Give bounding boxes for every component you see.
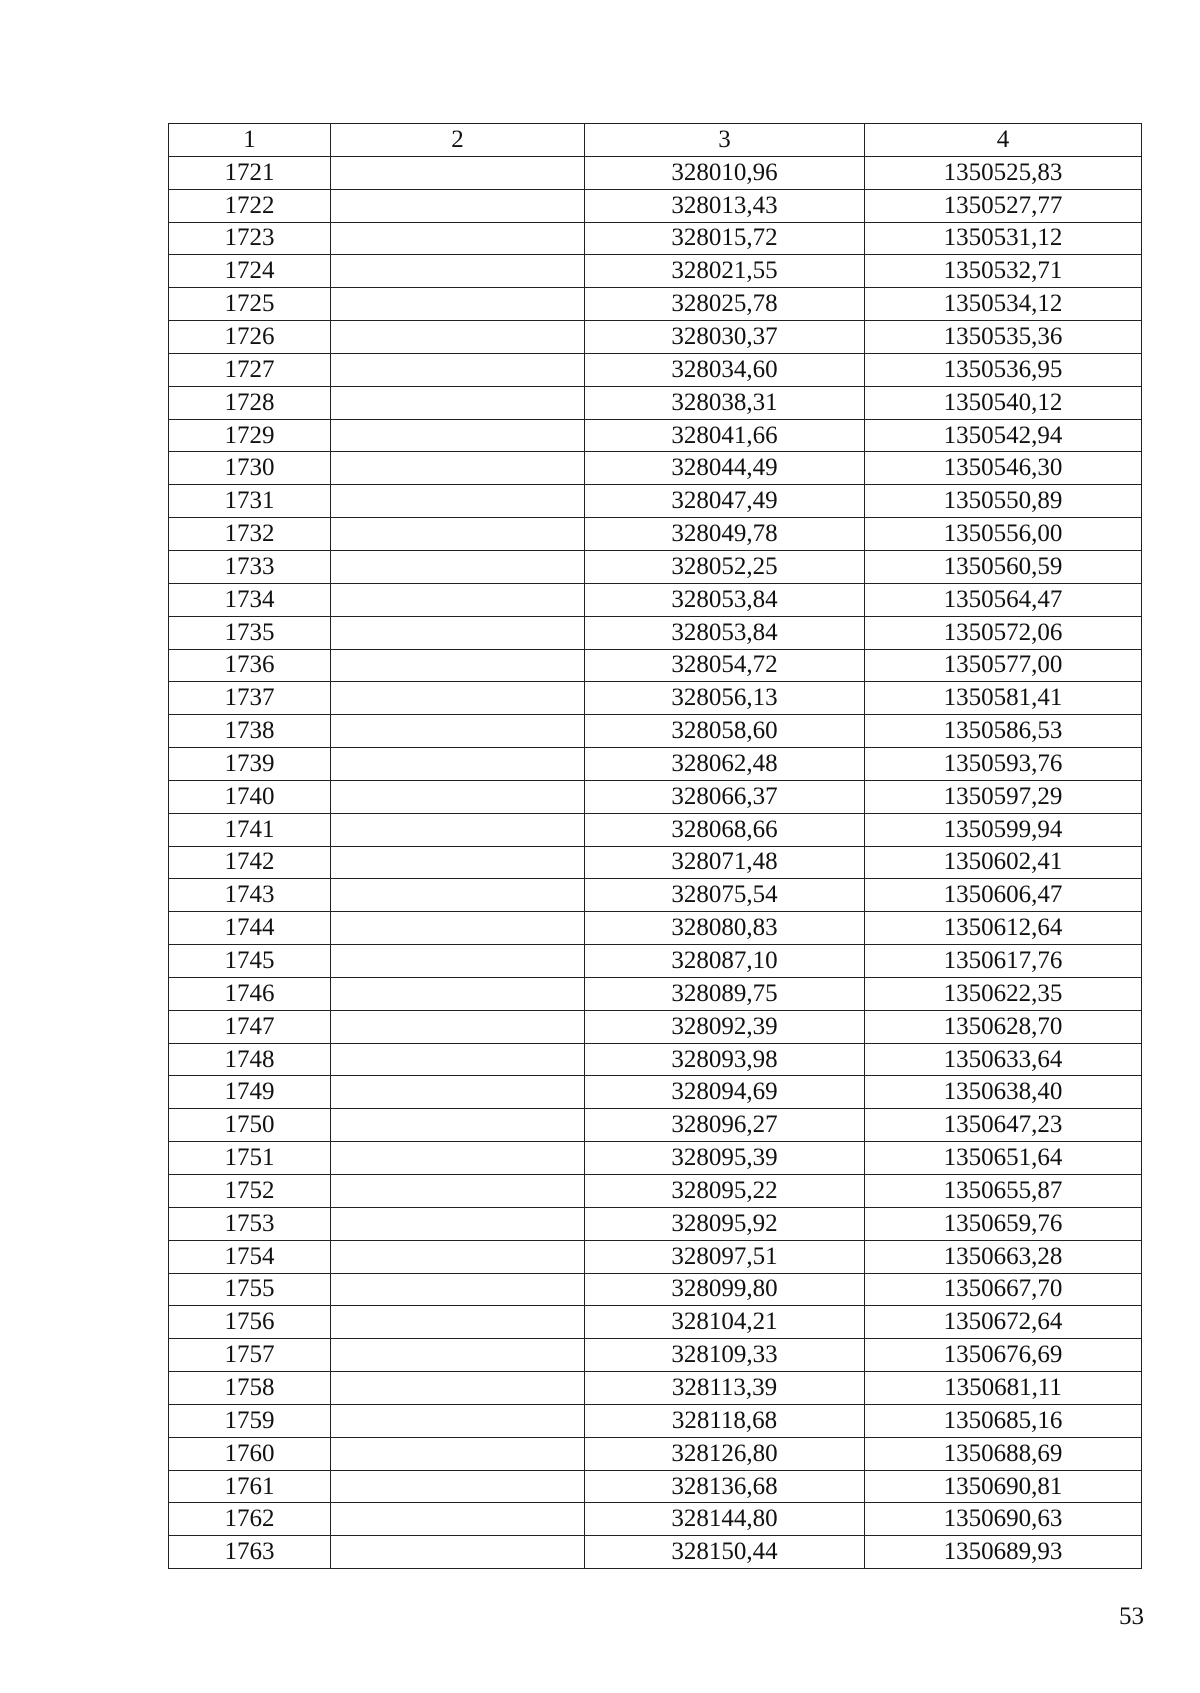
point-number-cell: 1740 <box>169 780 331 813</box>
x-coordinate-cell: 328113,39 <box>585 1372 865 1405</box>
x-coordinate-cell: 328093,98 <box>585 1043 865 1076</box>
y-coordinate-cell: 1350550,89 <box>865 485 1142 518</box>
header-cell-4: 4 <box>865 124 1142 157</box>
y-coordinate-cell: 1350560,59 <box>865 550 1142 583</box>
table-header <box>169 124 1142 157</box>
table-row <box>169 1437 1142 1470</box>
x-coordinate-cell: 328053,84 <box>585 583 865 616</box>
x-coordinate-cell: 328099,80 <box>585 1273 865 1306</box>
y-coordinate-cell: 1350651,64 <box>865 1142 1142 1175</box>
table-row <box>169 485 1142 518</box>
y-coordinate-cell: 1350672,64 <box>865 1306 1142 1339</box>
coordinates-table <box>168 123 1142 1569</box>
x-coordinate-cell: 328071,48 <box>585 846 865 879</box>
description-cell <box>331 1109 585 1142</box>
y-coordinate-cell: 1350599,94 <box>865 813 1142 846</box>
point-number-cell: 1734 <box>169 583 331 616</box>
y-coordinate-cell: 1350564,47 <box>865 583 1142 616</box>
description-cell <box>331 1142 585 1175</box>
point-number-cell: 1738 <box>169 715 331 748</box>
table-row <box>169 518 1142 551</box>
x-coordinate-cell: 328030,37 <box>585 321 865 354</box>
point-number-cell: 1763 <box>169 1536 331 1569</box>
description-cell <box>331 353 585 386</box>
description-cell <box>331 452 585 485</box>
description-cell <box>331 1306 585 1339</box>
table-row <box>169 156 1142 189</box>
description-cell <box>331 1404 585 1437</box>
description-cell <box>331 1372 585 1405</box>
y-coordinate-cell: 1350622,35 <box>865 977 1142 1010</box>
table-row <box>169 715 1142 748</box>
description-cell <box>331 288 585 321</box>
table-row <box>169 1470 1142 1503</box>
x-coordinate-cell: 328038,31 <box>585 386 865 419</box>
table-row <box>169 1142 1142 1175</box>
y-coordinate-cell: 1350572,06 <box>865 616 1142 649</box>
y-coordinate-cell: 1350681,11 <box>865 1372 1142 1405</box>
point-number-cell: 1725 <box>169 288 331 321</box>
x-coordinate-cell: 328095,92 <box>585 1207 865 1240</box>
y-coordinate-cell: 1350676,69 <box>865 1339 1142 1372</box>
point-number-cell: 1744 <box>169 912 331 945</box>
x-coordinate-cell: 328068,66 <box>585 813 865 846</box>
y-coordinate-cell: 1350535,36 <box>865 321 1142 354</box>
y-coordinate-cell: 1350655,87 <box>865 1175 1142 1208</box>
x-coordinate-cell: 328096,27 <box>585 1109 865 1142</box>
header-cell-2: 2 <box>331 124 585 157</box>
x-coordinate-cell: 328095,22 <box>585 1175 865 1208</box>
x-coordinate-cell: 328054,72 <box>585 649 865 682</box>
table-row <box>169 977 1142 1010</box>
point-number-cell: 1762 <box>169 1503 331 1536</box>
table-row <box>169 1175 1142 1208</box>
x-coordinate-cell: 328150,44 <box>585 1536 865 1569</box>
point-number-cell: 1760 <box>169 1437 331 1470</box>
x-coordinate-cell: 328025,78 <box>585 288 865 321</box>
table-row <box>169 1043 1142 1076</box>
point-number-cell: 1736 <box>169 649 331 682</box>
x-coordinate-cell: 328049,78 <box>585 518 865 551</box>
table-row <box>169 1339 1142 1372</box>
point-number-cell: 1739 <box>169 748 331 781</box>
point-number-cell: 1748 <box>169 1043 331 1076</box>
point-number-cell: 1729 <box>169 419 331 452</box>
y-coordinate-cell: 1350689,93 <box>865 1536 1142 1569</box>
y-coordinate-cell: 1350690,63 <box>865 1503 1142 1536</box>
point-number-cell: 1756 <box>169 1306 331 1339</box>
point-number-cell: 1749 <box>169 1076 331 1109</box>
x-coordinate-cell: 328094,69 <box>585 1076 865 1109</box>
description-cell <box>331 583 585 616</box>
table-row <box>169 1404 1142 1437</box>
point-number-cell: 1743 <box>169 879 331 912</box>
table-row <box>169 879 1142 912</box>
table-row <box>169 1240 1142 1273</box>
description-cell <box>331 912 585 945</box>
x-coordinate-cell: 328034,60 <box>585 353 865 386</box>
point-number-cell: 1727 <box>169 353 331 386</box>
table-row <box>169 189 1142 222</box>
description-cell <box>331 1240 585 1273</box>
y-coordinate-cell: 1350688,69 <box>865 1437 1142 1470</box>
table-row <box>169 1306 1142 1339</box>
y-coordinate-cell: 1350602,41 <box>865 846 1142 879</box>
x-coordinate-cell: 328047,49 <box>585 485 865 518</box>
description-cell <box>331 419 585 452</box>
point-number-cell: 1761 <box>169 1470 331 1503</box>
point-number-cell: 1742 <box>169 846 331 879</box>
description-cell <box>331 682 585 715</box>
table-row <box>169 649 1142 682</box>
x-coordinate-cell: 328010,96 <box>585 156 865 189</box>
y-coordinate-cell: 1350577,00 <box>865 649 1142 682</box>
table-row <box>169 1076 1142 1109</box>
description-cell <box>331 715 585 748</box>
y-coordinate-cell: 1350633,64 <box>865 1043 1142 1076</box>
point-number-cell: 1747 <box>169 1010 331 1043</box>
y-coordinate-cell: 1350531,12 <box>865 222 1142 255</box>
description-cell <box>331 485 585 518</box>
y-coordinate-cell: 1350527,77 <box>865 189 1142 222</box>
table-row <box>169 1207 1142 1240</box>
description-cell <box>331 1076 585 1109</box>
x-coordinate-cell: 328097,51 <box>585 1240 865 1273</box>
y-coordinate-cell: 1350546,30 <box>865 452 1142 485</box>
table-row <box>169 813 1142 846</box>
x-coordinate-cell: 328015,72 <box>585 222 865 255</box>
table-row <box>169 1503 1142 1536</box>
table-row <box>169 945 1142 978</box>
description-cell <box>331 255 585 288</box>
header-cell-1: 1 <box>169 124 331 157</box>
point-number-cell: 1758 <box>169 1372 331 1405</box>
point-number-cell: 1759 <box>169 1404 331 1437</box>
point-number-cell: 1741 <box>169 813 331 846</box>
description-cell <box>331 879 585 912</box>
y-coordinate-cell: 1350685,16 <box>865 1404 1142 1437</box>
y-coordinate-cell: 1350667,70 <box>865 1273 1142 1306</box>
point-number-cell: 1730 <box>169 452 331 485</box>
description-cell <box>331 1043 585 1076</box>
point-number-cell: 1728 <box>169 386 331 419</box>
table-row <box>169 616 1142 649</box>
table-row <box>169 1109 1142 1142</box>
x-coordinate-cell: 328053,84 <box>585 616 865 649</box>
x-coordinate-cell: 328136,68 <box>585 1470 865 1503</box>
description-cell <box>331 321 585 354</box>
x-coordinate-cell: 328062,48 <box>585 748 865 781</box>
description-cell <box>331 1175 585 1208</box>
point-number-cell: 1731 <box>169 485 331 518</box>
point-number-cell: 1752 <box>169 1175 331 1208</box>
y-coordinate-cell: 1350628,70 <box>865 1010 1142 1043</box>
description-cell <box>331 649 585 682</box>
y-coordinate-cell: 1350612,64 <box>865 912 1142 945</box>
x-coordinate-cell: 328104,21 <box>585 1306 865 1339</box>
y-coordinate-cell: 1350532,71 <box>865 255 1142 288</box>
description-cell <box>331 1273 585 1306</box>
description-cell <box>331 1339 585 1372</box>
x-coordinate-cell: 328021,55 <box>585 255 865 288</box>
x-coordinate-cell: 328080,83 <box>585 912 865 945</box>
point-number-cell: 1745 <box>169 945 331 978</box>
table-row <box>169 452 1142 485</box>
y-coordinate-cell: 1350525,83 <box>865 156 1142 189</box>
page-number: 53 <box>1119 1603 1144 1630</box>
y-coordinate-cell: 1350617,76 <box>865 945 1142 978</box>
description-cell <box>331 1207 585 1240</box>
table-row <box>169 550 1142 583</box>
table-row <box>169 386 1142 419</box>
description-cell <box>331 189 585 222</box>
table-row <box>169 748 1142 781</box>
y-coordinate-cell: 1350597,29 <box>865 780 1142 813</box>
x-coordinate-cell: 328058,60 <box>585 715 865 748</box>
table-row <box>169 1536 1142 1569</box>
description-cell <box>331 780 585 813</box>
x-coordinate-cell: 328075,54 <box>585 879 865 912</box>
table-row <box>169 846 1142 879</box>
x-coordinate-cell: 328126,80 <box>585 1437 865 1470</box>
x-coordinate-cell: 328092,39 <box>585 1010 865 1043</box>
description-cell <box>331 846 585 879</box>
table-row <box>169 1010 1142 1043</box>
y-coordinate-cell: 1350534,12 <box>865 288 1142 321</box>
x-coordinate-cell: 328089,75 <box>585 977 865 1010</box>
x-coordinate-cell: 328095,39 <box>585 1142 865 1175</box>
x-coordinate-cell: 328118,68 <box>585 1404 865 1437</box>
description-cell <box>331 156 585 189</box>
x-coordinate-cell: 328144,80 <box>585 1503 865 1536</box>
table-row <box>169 682 1142 715</box>
x-coordinate-cell: 328041,66 <box>585 419 865 452</box>
y-coordinate-cell: 1350586,53 <box>865 715 1142 748</box>
x-coordinate-cell: 328056,13 <box>585 682 865 715</box>
point-number-cell: 1750 <box>169 1109 331 1142</box>
x-coordinate-cell: 328013,43 <box>585 189 865 222</box>
x-coordinate-cell: 328066,37 <box>585 780 865 813</box>
point-number-cell: 1724 <box>169 255 331 288</box>
point-number-cell: 1753 <box>169 1207 331 1240</box>
description-cell <box>331 1536 585 1569</box>
table-row <box>169 780 1142 813</box>
x-coordinate-cell: 328087,10 <box>585 945 865 978</box>
description-cell <box>331 1470 585 1503</box>
description-cell <box>331 748 585 781</box>
point-number-cell: 1737 <box>169 682 331 715</box>
x-coordinate-cell: 328044,49 <box>585 452 865 485</box>
y-coordinate-cell: 1350556,00 <box>865 518 1142 551</box>
x-coordinate-cell: 328052,25 <box>585 550 865 583</box>
table-row <box>169 353 1142 386</box>
y-coordinate-cell: 1350647,23 <box>865 1109 1142 1142</box>
point-number-cell: 1732 <box>169 518 331 551</box>
description-cell <box>331 977 585 1010</box>
y-coordinate-cell: 1350593,76 <box>865 748 1142 781</box>
description-cell <box>331 386 585 419</box>
header-row <box>169 124 1142 157</box>
description-cell <box>331 813 585 846</box>
description-cell <box>331 1503 585 1536</box>
table-row <box>169 1273 1142 1306</box>
point-number-cell: 1746 <box>169 977 331 1010</box>
description-cell <box>331 550 585 583</box>
y-coordinate-cell: 1350663,28 <box>865 1240 1142 1273</box>
table-row <box>169 222 1142 255</box>
y-coordinate-cell: 1350606,47 <box>865 879 1142 912</box>
table-row <box>169 255 1142 288</box>
table-row <box>169 1372 1142 1405</box>
x-coordinate-cell: 328109,33 <box>585 1339 865 1372</box>
description-cell <box>331 945 585 978</box>
y-coordinate-cell: 1350690,81 <box>865 1470 1142 1503</box>
point-number-cell: 1726 <box>169 321 331 354</box>
header-cell-3: 3 <box>585 124 865 157</box>
description-cell <box>331 1010 585 1043</box>
point-number-cell: 1755 <box>169 1273 331 1306</box>
y-coordinate-cell: 1350542,94 <box>865 419 1142 452</box>
description-cell <box>331 518 585 551</box>
point-number-cell: 1733 <box>169 550 331 583</box>
point-number-cell: 1721 <box>169 156 331 189</box>
y-coordinate-cell: 1350536,95 <box>865 353 1142 386</box>
table-row <box>169 912 1142 945</box>
y-coordinate-cell: 1350638,40 <box>865 1076 1142 1109</box>
description-cell <box>331 222 585 255</box>
table-row <box>169 321 1142 354</box>
point-number-cell: 1751 <box>169 1142 331 1175</box>
table-row <box>169 583 1142 616</box>
point-number-cell: 1723 <box>169 222 331 255</box>
description-cell <box>331 616 585 649</box>
table-row <box>169 288 1142 321</box>
table-row <box>169 419 1142 452</box>
description-cell <box>331 1437 585 1470</box>
point-number-cell: 1757 <box>169 1339 331 1372</box>
point-number-cell: 1722 <box>169 189 331 222</box>
y-coordinate-cell: 1350581,41 <box>865 682 1142 715</box>
table-body <box>169 156 1142 1568</box>
point-number-cell: 1754 <box>169 1240 331 1273</box>
y-coordinate-cell: 1350659,76 <box>865 1207 1142 1240</box>
point-number-cell: 1735 <box>169 616 331 649</box>
y-coordinate-cell: 1350540,12 <box>865 386 1142 419</box>
